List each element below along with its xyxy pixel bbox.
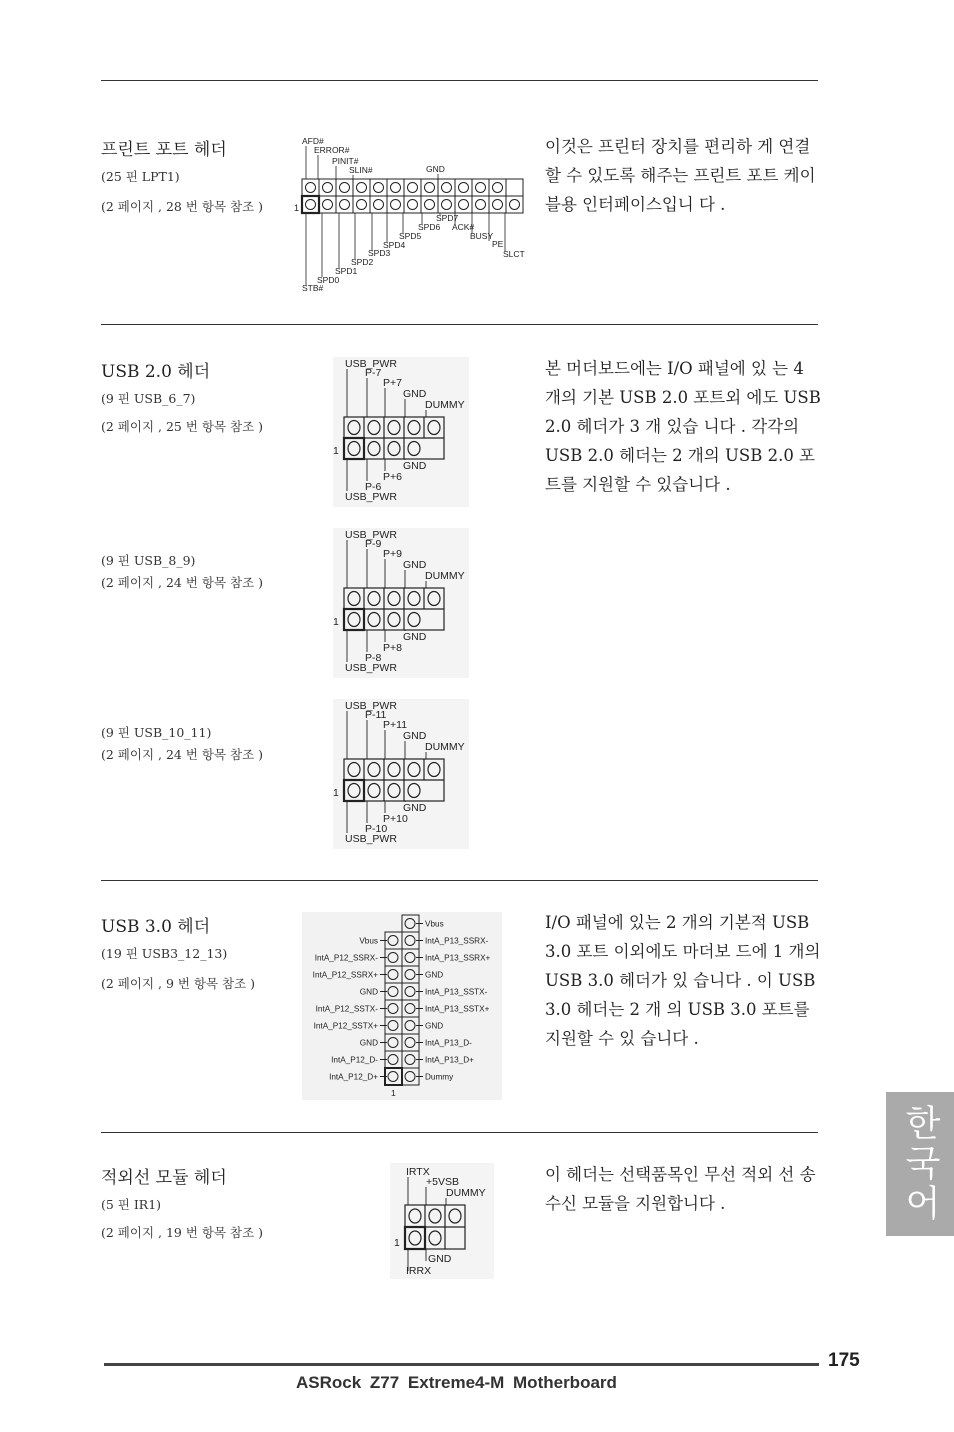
lpt-pin bbox=[374, 183, 384, 193]
lpt-pin bbox=[340, 200, 350, 210]
usb-label-gnd: GND bbox=[403, 559, 427, 571]
usb2-h2-page-ref: (2 페이지 , 24 번 항목 참조 ) bbox=[101, 575, 263, 590]
usb-label-pwr: USB_PWR bbox=[345, 529, 397, 541]
ir-pin-diagram bbox=[390, 1163, 494, 1279]
pin-label-spd4: SPD4 bbox=[383, 240, 406, 250]
lpt-pin bbox=[459, 183, 469, 193]
page-number: 175 bbox=[828, 1350, 860, 1371]
usb3-right-label: GND bbox=[425, 1021, 444, 1031]
lpt-pin-count: (25 핀 LPT1) bbox=[101, 169, 180, 184]
usb3-right-label: IntA_P13_D- bbox=[425, 1038, 472, 1048]
usb-label-gnd: GND bbox=[403, 802, 427, 814]
lpt-title: 프린트 포트 헤더 bbox=[101, 140, 227, 160]
lpt-pin bbox=[493, 183, 503, 193]
lpt-pin bbox=[357, 200, 367, 210]
lpt-pin bbox=[306, 200, 316, 210]
pin-label-spd5: SPD5 bbox=[399, 231, 422, 241]
usb3-right-label: IntA_P13_SSRX- bbox=[425, 936, 489, 946]
usb-pin-one-label: 1 bbox=[333, 445, 339, 457]
footer-title: ASRock Z77 Extreme4-M Motherboard bbox=[296, 1373, 617, 1392]
lpt-pin bbox=[306, 183, 316, 193]
usb2-h3-page-ref: (2 페이지 , 24 번 항목 참조 ) bbox=[101, 747, 263, 762]
pin-label-pe: PE bbox=[492, 239, 504, 249]
usb-label-pwr: USB_PWR bbox=[345, 700, 397, 712]
lpt-pin bbox=[425, 183, 435, 193]
pin-label-spd3: SPD3 bbox=[368, 248, 391, 258]
usb-label-gnd: GND bbox=[403, 631, 427, 643]
usb3-right-label: IntA_P13_SSTX- bbox=[425, 987, 488, 997]
lpt-pin bbox=[408, 183, 418, 193]
usb-label-gnd: GND bbox=[403, 730, 427, 742]
pin-label-spd6: SPD6 bbox=[418, 222, 441, 232]
usb2-diagram-6-7 bbox=[333, 357, 469, 507]
ir-label-vsb: +5VSB bbox=[426, 1176, 459, 1188]
usb2-section bbox=[101, 357, 821, 857]
usb2-h3-pin-count: (9 핀 USB_10_11) bbox=[101, 725, 212, 740]
usb2-diagram-svg bbox=[333, 357, 469, 507]
pin-label-stb: STB# bbox=[302, 283, 324, 293]
usb-label-gnd: GND bbox=[403, 460, 427, 472]
usb-label-plus: P+7 bbox=[383, 377, 402, 389]
usb-label-minus: P-10 bbox=[365, 823, 388, 835]
lpt-pin bbox=[476, 183, 486, 193]
usb3-left-label: GND bbox=[359, 1038, 378, 1048]
lpt-pin bbox=[391, 200, 401, 210]
usb2-diagram-svg bbox=[333, 528, 469, 678]
ir-diagram-svg bbox=[390, 1163, 494, 1279]
usb-label-minus: P-9 bbox=[365, 538, 382, 550]
lpt-pin bbox=[323, 200, 333, 210]
usb-label-pwr: USB_PWR bbox=[345, 358, 397, 370]
pin-label-spd0: SPD0 bbox=[317, 275, 340, 285]
usb-label-plus: P+8 bbox=[383, 642, 402, 654]
ir-label-irrx: IRRX bbox=[406, 1265, 432, 1277]
lpt-description: 이것은 프린터 장치를 편리하 게 연결할 수 있도록 해주는 프린트 포트 케이블용 인터페이스입니 다 . bbox=[545, 137, 816, 214]
ir-page-ref: (2 페이지 , 19 번 항목 참조 ) bbox=[101, 1225, 263, 1240]
ir-label-dummy: DUMMY bbox=[446, 1187, 486, 1199]
usb-label-plus: P+6 bbox=[383, 471, 402, 483]
top-divider bbox=[101, 80, 818, 81]
usb3-left-label: IntA_P12_SSRX- bbox=[314, 953, 378, 963]
usb-label-plus: P+10 bbox=[383, 813, 408, 825]
ir-description: 이 헤더는 선택품목인 무선 적외 선 송수신 모듈을 지원합니다 . bbox=[545, 1165, 816, 1213]
language-tab-label: 한국어 bbox=[899, 1104, 941, 1224]
pin-label-slct: SLCT bbox=[503, 249, 525, 259]
usb3-left-label: Vbus bbox=[359, 936, 378, 946]
usb3-left-label: IntA_P12_D+ bbox=[329, 1072, 378, 1082]
lpt-pin bbox=[323, 183, 333, 193]
lpt-pin bbox=[425, 200, 435, 210]
lpt-section bbox=[101, 135, 821, 305]
pin-label-spd1: SPD1 bbox=[335, 266, 358, 276]
usb-label-minus: P-11 bbox=[365, 709, 387, 721]
usb3-right-label: IntA_P13_SSRX+ bbox=[425, 953, 491, 963]
usb2-h2-pin-count: (9 핀 USB_8_9) bbox=[101, 553, 196, 568]
usb3-section bbox=[101, 912, 821, 1102]
usb-label-gnd: GND bbox=[403, 388, 427, 400]
usb-label-minus: P-6 bbox=[365, 481, 382, 493]
lpt-diagram-svg bbox=[292, 135, 532, 293]
lpt-pin bbox=[391, 183, 401, 193]
usb-pin-one-label: 1 bbox=[333, 787, 339, 799]
lpt-pin bbox=[357, 183, 367, 193]
usb3-page-ref: (2 페이지 , 9 번 항목 참조 ) bbox=[101, 976, 256, 991]
usb-label-dummy: DUMMY bbox=[425, 741, 465, 753]
pin-label-error: ERROR# bbox=[314, 145, 350, 155]
lpt-pin bbox=[442, 183, 452, 193]
pin-label-busy: BUSY bbox=[470, 231, 494, 241]
usb-label-pwr: USB_PWR bbox=[345, 491, 397, 503]
usb-label-minus: P-7 bbox=[365, 367, 382, 379]
pin-label-spd7: SPD7 bbox=[436, 213, 459, 223]
usb3-left-label: IntA_P12_SSTX+ bbox=[313, 1021, 378, 1031]
usb3-right-label: IntA_P13_D+ bbox=[425, 1055, 474, 1065]
usb-label-pwr: USB_PWR bbox=[345, 833, 397, 845]
usb2-h1-pin-count: (9 핀 USB_6_7) bbox=[101, 391, 196, 406]
ir-label-gnd: GND bbox=[428, 1253, 452, 1265]
usb3-left-label: IntA_P12_D- bbox=[331, 1055, 378, 1065]
lpt-page-ref: (2 페이지 , 28 번 항목 참조 ) bbox=[101, 199, 263, 214]
usb3-right-label: Dummy bbox=[425, 1072, 454, 1082]
usb2-description: 본 머더보드에는 I/O 패널에 있 는 4 개의 기본 USB 2.0 포트외 에도 USB 2.0 헤더가 3 개 있습 니다 . 각각의 USB 2.0 헤더는 2 개의 USB 2.0 포트를 지원할 수 있습니다 . bbox=[545, 359, 821, 494]
ir-pin-one-label: 1 bbox=[394, 1237, 400, 1249]
divider-2 bbox=[101, 880, 818, 881]
usb2-title: USB 2.0 헤더 bbox=[101, 362, 211, 382]
usb-label-plus: P+11 bbox=[383, 719, 408, 731]
ir-section bbox=[101, 1163, 821, 1283]
usb2-diagram-8-9 bbox=[333, 528, 469, 678]
lpt-pin bbox=[459, 200, 469, 210]
ir-label-irtx: IRTX bbox=[406, 1166, 430, 1178]
pin-label-slin: SLIN# bbox=[349, 165, 373, 175]
pin-one-label: 1 bbox=[294, 203, 300, 213]
usb3-description: I/O 패널에 있는 2 개의 기본적 USB 3.0 포트 이외에도 마더보 드에 1 개의 USB 3.0 헤더가 있 습니다 . 이 USB 3.0 헤더는 2 개 의 USB 3.0 포트를 지원할 수 있 습니다 . bbox=[545, 913, 821, 1048]
ir-title: 적외선 모듈 헤더 bbox=[101, 1168, 227, 1188]
usb3-left-label: GND bbox=[359, 987, 378, 997]
language-tab bbox=[886, 1092, 954, 1236]
lpt-pin-1-box bbox=[302, 196, 319, 213]
pin-label-afd: AFD# bbox=[302, 136, 324, 146]
usb3-left-label: IntA_P12_SSTX- bbox=[315, 1004, 378, 1014]
usb3-right-label: GND bbox=[425, 970, 444, 980]
lpt-pin bbox=[442, 200, 452, 210]
pin-label-spd2: SPD2 bbox=[351, 257, 374, 267]
pin-label-ack: ACK# bbox=[452, 222, 475, 232]
divider-1 bbox=[101, 324, 818, 325]
pin-label-pinit: PINIT# bbox=[332, 156, 359, 166]
usb-label-plus: P+9 bbox=[383, 548, 402, 560]
usb3-right-label: Vbus bbox=[425, 919, 444, 929]
usb-label-pwr: USB_PWR bbox=[345, 662, 397, 674]
usb-label-dummy: DUMMY bbox=[425, 399, 465, 411]
lpt-pin bbox=[374, 200, 384, 210]
usb3-left-label: IntA_P12_SSRX+ bbox=[312, 970, 378, 980]
lpt-pin bbox=[493, 200, 503, 210]
lpt-pin bbox=[476, 200, 486, 210]
usb2-diagram-svg bbox=[333, 699, 469, 849]
lpt-pin bbox=[340, 183, 350, 193]
ir-pin-count: (5 핀 IR1) bbox=[101, 1197, 162, 1212]
usb-label-dummy: DUMMY bbox=[425, 570, 465, 582]
usb3-pin-count: (19 핀 USB3_12_13) bbox=[101, 946, 228, 961]
divider-3 bbox=[101, 1132, 818, 1133]
usb3-pin-one-label: 1 bbox=[391, 1088, 396, 1098]
lpt-pin bbox=[408, 200, 418, 210]
usb3-right-label: IntA_P13_SSTX+ bbox=[425, 1004, 490, 1014]
usb3-pin-diagram bbox=[302, 912, 502, 1100]
usb2-h1-page-ref: (2 페이지 , 25 번 항목 참조 ) bbox=[101, 419, 263, 434]
lpt-pin-diagram bbox=[292, 135, 532, 293]
usb3-diagram-svg bbox=[302, 912, 502, 1100]
usb2-diagram-10-11 bbox=[333, 699, 469, 849]
usb3-title: USB 3.0 헤더 bbox=[101, 917, 211, 937]
footer-divider bbox=[104, 1363, 819, 1366]
usb-label-minus: P-8 bbox=[365, 652, 382, 664]
pin-label-gnd: GND bbox=[426, 164, 445, 174]
lpt-pin bbox=[510, 200, 520, 210]
usb-pin-one-label: 1 bbox=[333, 616, 339, 628]
